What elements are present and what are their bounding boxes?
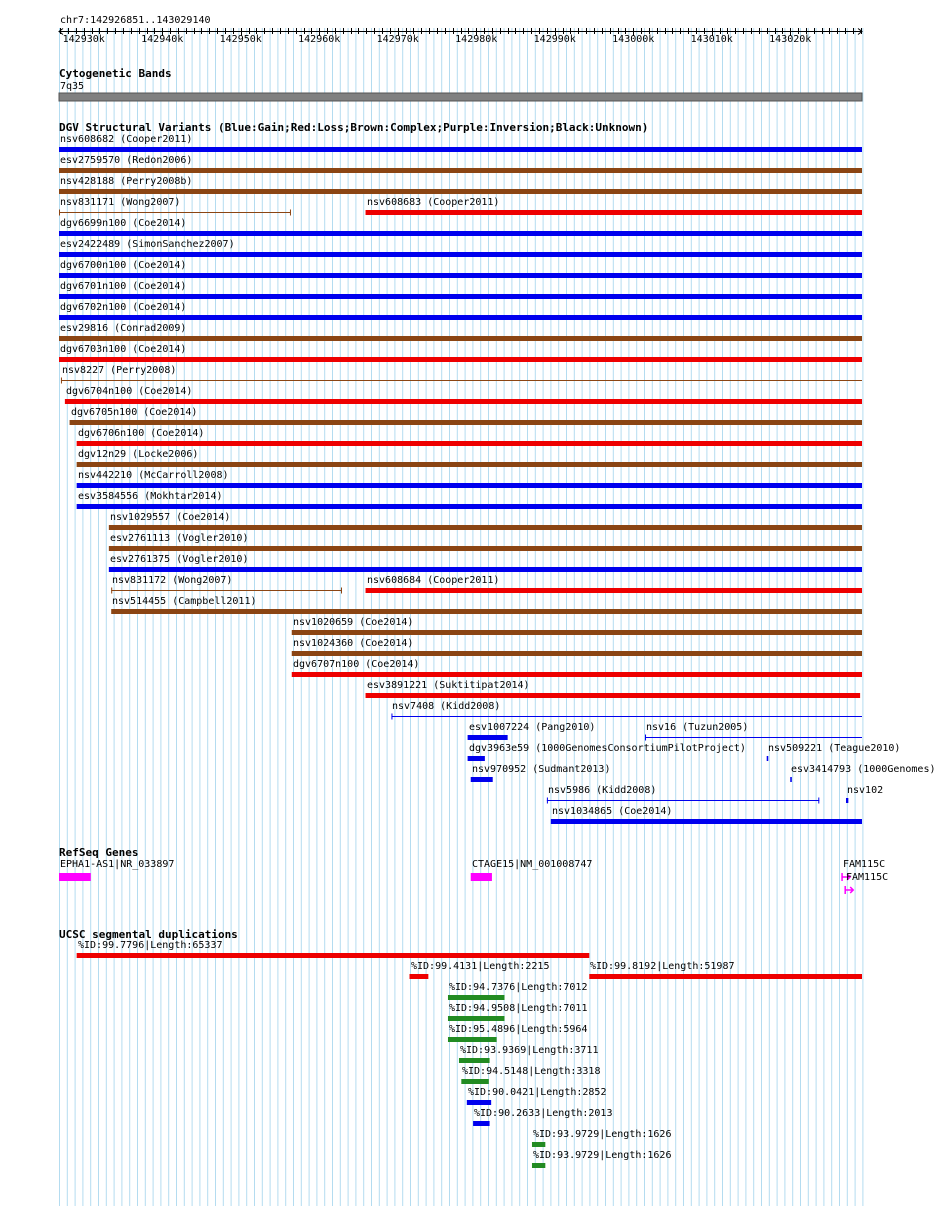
dgv-feature-label[interactable]: nsv16 (Tuzun2005) bbox=[646, 722, 749, 733]
dgv-feature-label[interactable]: dgv6701n100 (Coe2014) bbox=[60, 281, 187, 292]
segdup-feature-label[interactable]: %ID:94.7376|Length:7012 bbox=[449, 982, 588, 993]
dgv-feature-label[interactable]: dgv3963e59 (1000GenomesConsortiumPilotProject) bbox=[469, 743, 746, 754]
dgv-feature-label[interactable]: nsv509221 (Teague2010) bbox=[768, 743, 901, 754]
dgv-feature-label[interactable]: esv29816 (Conrad2009) bbox=[60, 323, 187, 334]
dgv-feature-label[interactable]: esv1007224 (Pang2010) bbox=[469, 722, 596, 733]
segdup-feature-label[interactable]: %ID:93.9729|Length:1626 bbox=[533, 1150, 672, 1161]
segdup-feature-label[interactable]: %ID:93.9729|Length:1626 bbox=[533, 1129, 672, 1140]
dgv-feature-label[interactable]: esv2422489 (SimonSanchez2007) bbox=[60, 239, 235, 250]
cytoband-label: 7q35 bbox=[60, 81, 85, 92]
dgv-feature-label[interactable]: nsv102 bbox=[847, 785, 884, 796]
dgv-track-title: DGV Structural Variants (Blue:Gain;Red:Loss;Brown:Complex;Purple:Inversion;Black:Unknown) bbox=[59, 121, 649, 134]
region-label: chr7:142926851..143029140 bbox=[60, 15, 211, 26]
dgv-feature-label[interactable]: esv3584556 (Mokhtar2014) bbox=[78, 491, 223, 502]
segdup-track-title: UCSC segmental duplications bbox=[59, 928, 238, 941]
segdup-feature-label[interactable]: %ID:93.9369|Length:3711 bbox=[460, 1045, 599, 1056]
dgv-feature-label[interactable]: esv3891221 (Suktitipat2014) bbox=[367, 680, 530, 691]
dgv-feature-label[interactable]: dgv6702n100 (Coe2014) bbox=[60, 302, 187, 313]
segdup-feature-label[interactable]: %ID:94.9508|Length:7011 bbox=[449, 1003, 588, 1014]
dgv-feature-label[interactable]: esv2761113 (Vogler2010) bbox=[110, 533, 249, 544]
dgv-feature-label[interactable]: nsv514455 (Campbell2011) bbox=[112, 596, 257, 607]
dgv-feature-label[interactable]: nsv831172 (Wong2007) bbox=[112, 575, 233, 586]
ruler-tick-label: 142960k bbox=[298, 34, 341, 45]
cytoband-track-title: Cytogenetic Bands bbox=[59, 67, 172, 80]
dgv-feature-label[interactable]: nsv831171 (Wong2007) bbox=[60, 197, 181, 208]
ruler-tick-label: 142980k bbox=[455, 34, 498, 45]
ruler-tick-label: 142990k bbox=[533, 34, 576, 45]
dgv-feature-label[interactable]: dgv6706n100 (Coe2014) bbox=[78, 428, 205, 439]
segdup-feature-label[interactable]: %ID:99.8192|Length:51987 bbox=[590, 961, 735, 972]
dgv-feature-label[interactable]: dgv6699n100 (Coe2014) bbox=[60, 218, 187, 229]
dgv-feature-label[interactable]: nsv5986 (Kidd2008) bbox=[548, 785, 657, 796]
ruler-tick-label: 143010k bbox=[690, 34, 733, 45]
refseq-feature-label[interactable]: FAM115C bbox=[843, 859, 886, 870]
dgv-feature-label[interactable]: nsv1024360 (Coe2014) bbox=[293, 638, 414, 649]
segdup-feature-label[interactable]: %ID:94.5148|Length:3318 bbox=[462, 1066, 601, 1077]
dgv-feature-label[interactable]: nsv1029557 (Coe2014) bbox=[110, 512, 231, 523]
dgv-feature-label[interactable]: nsv428188 (Perry2008b) bbox=[60, 176, 193, 187]
dgv-feature-label[interactable]: nsv1034865 (Coe2014) bbox=[552, 806, 673, 817]
refseq-feature-label[interactable]: FAM115C bbox=[846, 872, 889, 883]
segdup-feature-label[interactable]: %ID:95.4896|Length:5964 bbox=[449, 1024, 588, 1035]
dgv-feature-label[interactable]: dgv6700n100 (Coe2014) bbox=[60, 260, 187, 271]
dgv-feature-label[interactable]: nsv608682 (Cooper2011) bbox=[60, 134, 193, 145]
ruler-tick-label: 143000k bbox=[612, 34, 655, 45]
dgv-feature-label[interactable]: nsv608683 (Cooper2011) bbox=[367, 197, 500, 208]
ruler-tick-label: 142950k bbox=[219, 34, 262, 45]
refseq-feature-label[interactable]: EPHA1-AS1|NR_033897 bbox=[60, 859, 175, 870]
dgv-feature-label[interactable]: dgv6707n100 (Coe2014) bbox=[293, 659, 420, 670]
segdup-feature-label[interactable]: %ID:90.0421|Length:2852 bbox=[468, 1087, 607, 1098]
refseq-feature-label[interactable]: CTAGE15|NM_001008747 bbox=[472, 859, 593, 870]
ruler-tick-label: 142930k bbox=[62, 34, 105, 45]
segdup-feature-label[interactable]: %ID:90.2633|Length:2013 bbox=[474, 1108, 613, 1119]
dgv-feature-label[interactable]: dgv6703n100 (Coe2014) bbox=[60, 344, 187, 355]
dgv-feature-label[interactable]: esv2761375 (Vogler2010) bbox=[110, 554, 249, 565]
ruler-tick-label: 142970k bbox=[376, 34, 419, 45]
dgv-feature-label[interactable]: nsv1020659 (Coe2014) bbox=[293, 617, 414, 628]
segdup-feature-label[interactable]: %ID:99.7796|Length:65337 bbox=[78, 940, 223, 951]
refseq-track-title: RefSeq Genes bbox=[59, 846, 139, 859]
ruler-tick-label: 142940k bbox=[141, 34, 184, 45]
dgv-feature-label[interactable]: nsv970952 (Sudmant2013) bbox=[472, 764, 611, 775]
dgv-feature-label[interactable]: nsv8227 (Perry2008) bbox=[62, 365, 177, 376]
dgv-feature-label[interactable]: dgv12n29 (Locke2006) bbox=[78, 449, 199, 460]
ruler-tick-label: 143020k bbox=[769, 34, 812, 45]
segdup-feature-label[interactable]: %ID:99.4131|Length:2215 bbox=[411, 961, 550, 972]
dgv-feature-label[interactable]: esv3414793 (1000Genomes) bbox=[791, 764, 936, 775]
dgv-feature-label[interactable]: dgv6705n100 (Coe2014) bbox=[71, 407, 198, 418]
dgv-feature-label[interactable]: nsv7408 (Kidd2008) bbox=[392, 701, 501, 712]
dgv-feature-label[interactable]: nsv608684 (Cooper2011) bbox=[367, 575, 500, 586]
dgv-feature-label[interactable]: esv2759570 (Redon2006) bbox=[60, 155, 193, 166]
dgv-feature-label[interactable]: nsv442210 (McCarroll2008) bbox=[78, 470, 229, 481]
dgv-feature-label[interactable]: dgv6704n100 (Coe2014) bbox=[66, 386, 193, 397]
